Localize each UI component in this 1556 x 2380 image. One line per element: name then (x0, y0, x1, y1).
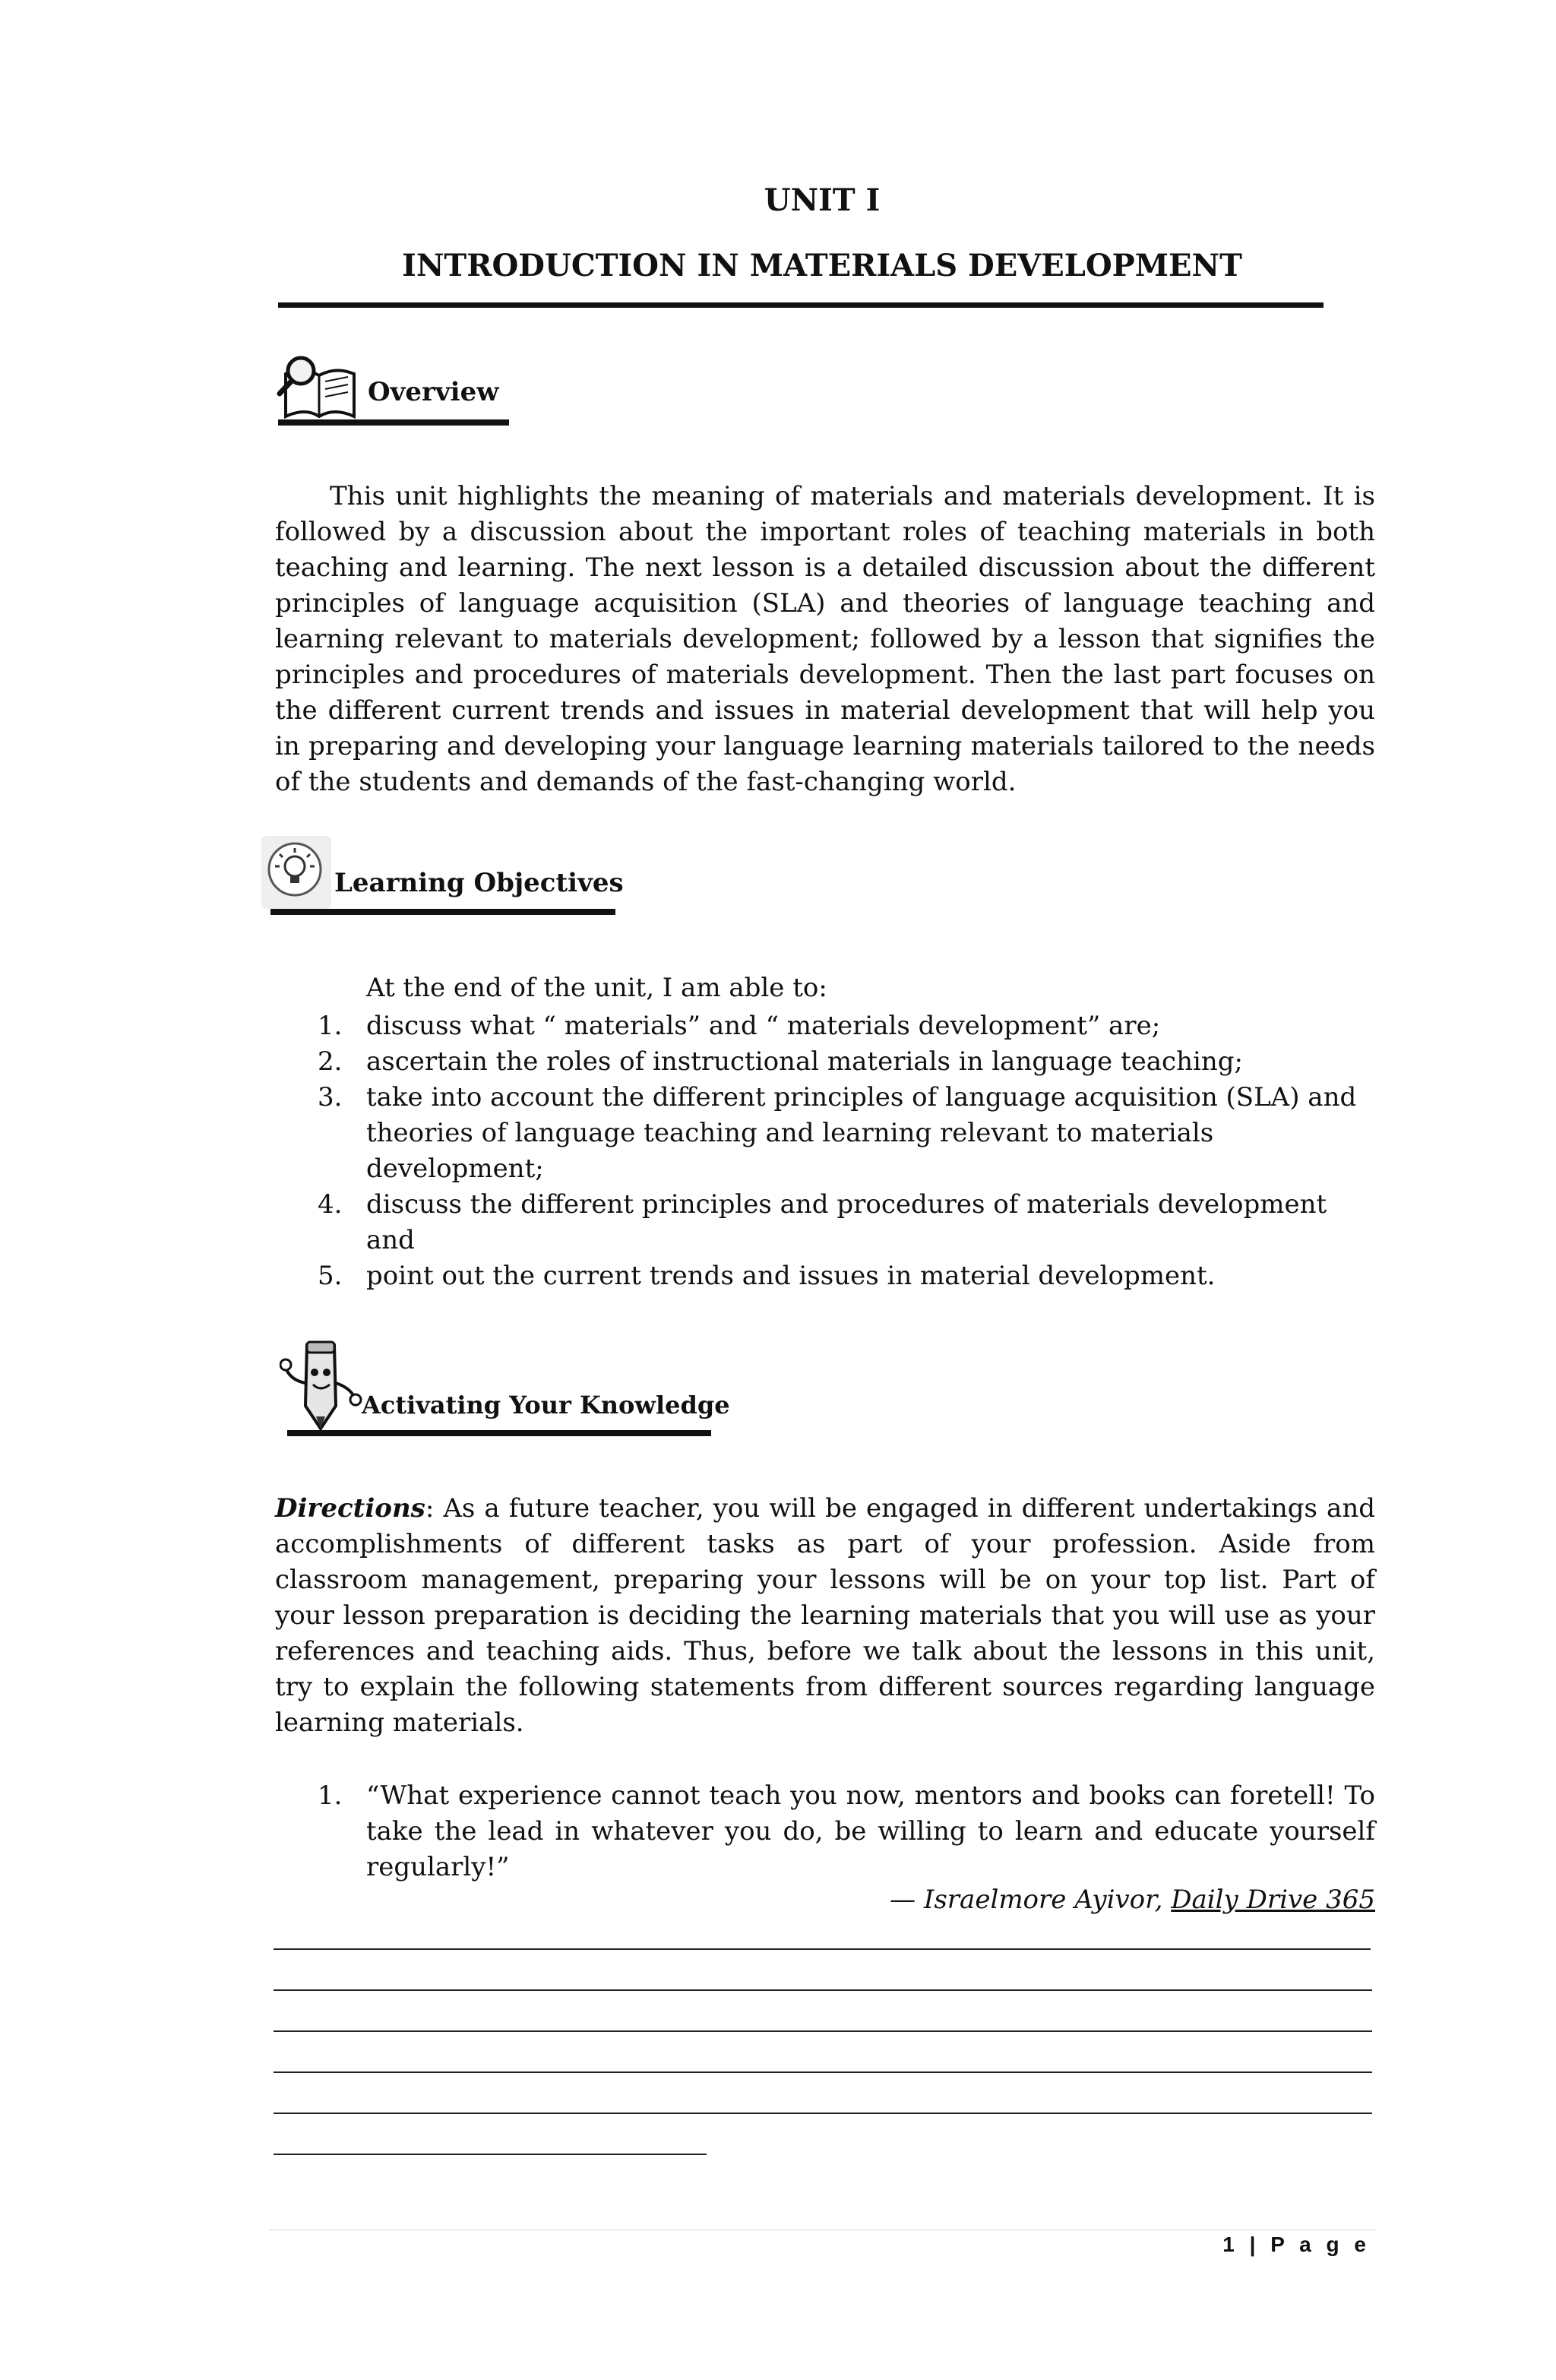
attribution-source: Daily Drive 365 (1171, 1885, 1375, 1915)
list-item: 4. discuss the different principles and procedures of materials development and (318, 1189, 1327, 1255)
directions-text: : As a future teacher, you will be engaged in different undertakings and accomplishments of different tasks as part of your profession. Aside from classroom management, preparing your lessons will be on your top list. Part of your lesson preparation is deciding the learning materials that you will use as your references and teaching aids. Thus, before we talk about the lessons in this unit, try to explain the following statements from different sources regarding language learning materials. (275, 1493, 1375, 1738)
objectives-list (318, 1008, 1366, 1294)
attribution-author: — Israelmore Ayivor, (890, 1885, 1172, 1915)
list-item: 1. discuss what “ materials” and “ materials development” are; (318, 1011, 1161, 1041)
lightbulb-icon (260, 834, 333, 910)
overview-heading: Overview (368, 377, 499, 407)
quote-text: “What experience cannot teach you now, mentors and books can foretell! To take the lead in whatever you do, be willing to learn and educate yourself regularly!” (366, 1780, 1375, 1882)
book-magnifier-icon (275, 351, 360, 427)
objectives-underline (270, 909, 615, 915)
overview-text: This unit highlights the meaning of materials and materials development. It is followed by a discussion about the important roles of teaching materials in both teaching and learning. The next lesson is a detailed discussion about the different principles of language acquisition (SLA) and theories of language teaching and learning relevant to materials development; followed by a lesson that signifies the principles and procedures of materials development. Then the last part focuses on the different current trends and issues in material development that will help you in preparing and developing your language learning materials tailored to the needs of the students and demands of the fast-changing world. (275, 481, 1375, 797)
list-item: 3. take into account the different principles of language acquisition (SLA) and theories of language teaching and learning relevant to materials development; (318, 1082, 1357, 1184)
objectives-intro: At the end of the unit, I am able to: (366, 973, 827, 1003)
unit-title: UNIT I (764, 182, 881, 218)
pencil-mascot-icon (280, 1337, 363, 1432)
quote-number: 1. (318, 1780, 343, 1811)
list-item: 5. point out the current trends and issues in material development. (318, 1261, 1216, 1291)
directions-paragraph (275, 1491, 1375, 1741)
directions-label: Directions (275, 1493, 425, 1524)
answer-line (274, 2154, 707, 2155)
answer-line (274, 1989, 1372, 1991)
answer-line (274, 2030, 1372, 2032)
overview-paragraph (275, 479, 1375, 800)
quote-item (318, 1778, 1375, 1885)
activating-underline (287, 1430, 711, 1436)
unit-subtitle: INTRODUCTION IN MATERIALS DEVELOPMENT (402, 248, 1242, 283)
objectives-heading: Learning Objectives (334, 868, 624, 898)
page-number: 1 | P a g e (1222, 2233, 1371, 2256)
title-divider (278, 302, 1324, 308)
quote-attribution (890, 1885, 1375, 1915)
answer-line (274, 2113, 1372, 2114)
overview-underline (278, 419, 509, 426)
list-item: 2. ascertain the roles of instructional materials in language teaching; (318, 1046, 1243, 1077)
activating-heading: Activating Your Knowledge (362, 1391, 730, 1419)
answer-line (274, 2071, 1372, 2073)
answer-line (274, 1948, 1371, 1950)
